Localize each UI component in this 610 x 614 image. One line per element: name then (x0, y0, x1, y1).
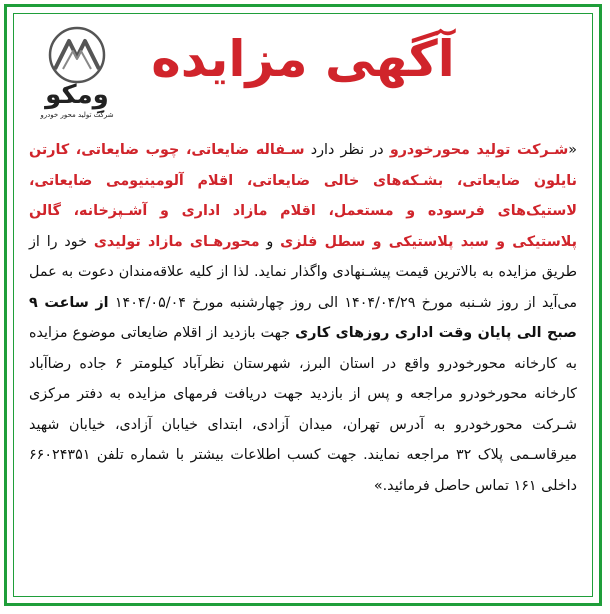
logo-wordmark: وِمکو (45, 80, 109, 110)
visiting-hours: از ساعت ۹ صبح الی پایان وقت اداری روزهای کاری (29, 294, 577, 341)
close-quote: » (373, 477, 383, 494)
company-logo (29, 25, 125, 129)
wemco-emblem-icon (29, 25, 125, 85)
scrap-items-list: سـفاله ضایعاتی، چوب ضایعاتی، کارتن نایلون ضایعاتی، بشـکه‌های خالی ضایعاتی، اقلام آلومینیومی ضایعاتی، لاستیک‌های فرسوده و مستعمل، اقلام مازاد اداری و آشـپزخانه، گالن پلاستیکی و سبد پلاستیکی و سطل فلزی (29, 142, 578, 250)
open-quote: « (568, 142, 577, 158)
ad-frame (4, 4, 602, 606)
logo-subtitle: شرکت تولید محور خودرو (40, 111, 114, 119)
body-segment-3: خود را از طریق مزایده به بالاترین قیمت پیشـنهادی واگذار نماید. لذا از کلیه علاقه‌مندان دعوت به عمل می‌آید از روز شـنبه مورخ ۱۴۰۴/۰۴/۲۹ الی روز چهارشنبه مورخ ۱۴۰۴/۰۵/۰۴ (29, 233, 577, 311)
body-segment-1: در نظر دارد (304, 142, 390, 158)
body-segment-2: و (259, 233, 281, 250)
ad-title: آگهی مزایده (151, 30, 455, 88)
ad-body-paragraph (29, 135, 577, 501)
company-name: شـرکت تولید محورخودرو (389, 142, 569, 158)
body-segment-4: جهت بازدید از اقلام ضایعاتی موضوع مزایده به کارخانه محورخودرو واقع در استان البرز، شهرستان نظرآباد کیلومتر ۶ جاده رضاآباد کارخانه محورخودرو مراجعه و پس از بازدید جهت دریافت فرمهای مزایده به دفتر مرکزی شـرکت محورخودرو به آدرس تهران، میدان آزادی، ابتدای خیابان آزادی، خیابان شهید میرقاسـمی پلاک ۳۲ مراجعه نمایند. جهت کسب اطلاعات بیشتر با شماره تلفن ۶۶۰۲۴۳۵۱ داخلی ۱۶۱ تماس حاصل فرمائید. (29, 325, 578, 494)
surplus-axles: محورهـای مازاد تولیدی (93, 233, 260, 250)
